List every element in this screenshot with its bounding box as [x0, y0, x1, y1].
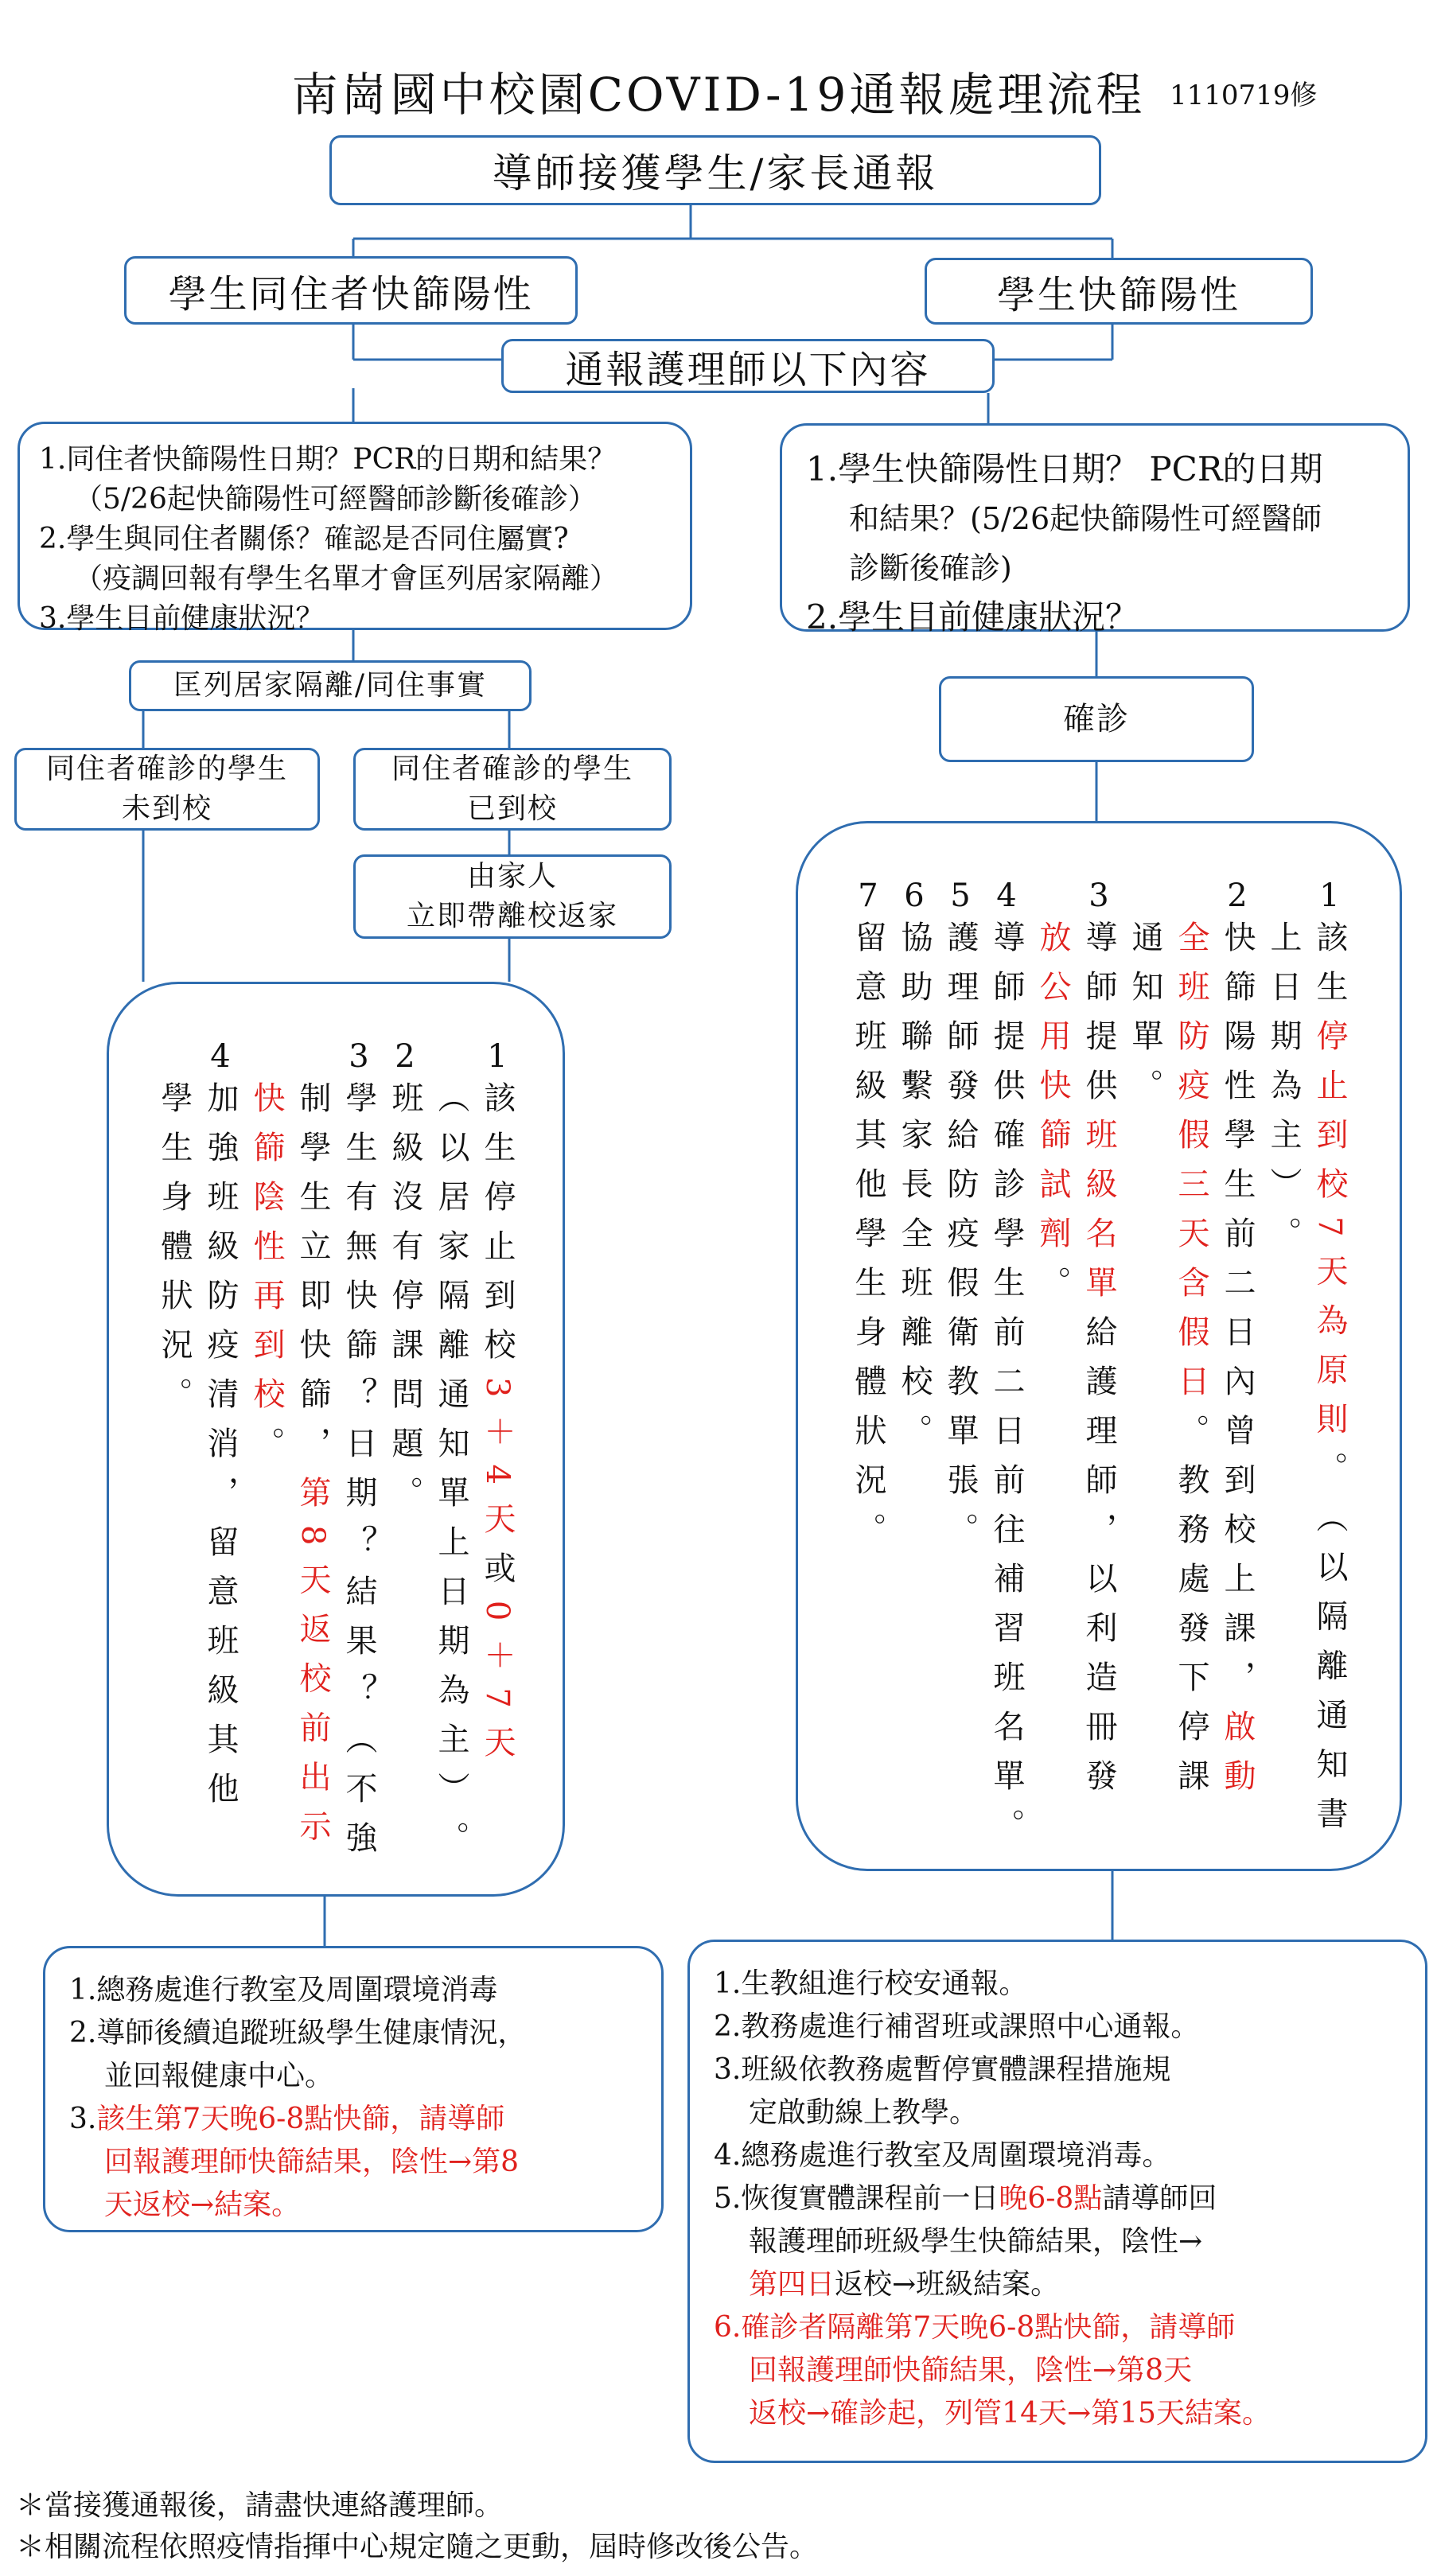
body-text: 快篩陽性學生前二日內曾到校上課，	[1219, 920, 1256, 1710]
list-line	[69, 2098, 637, 2141]
instruction-text	[156, 1081, 193, 1426]
revision-label: 1110719修	[1170, 80, 1318, 111]
item-number: 3	[1088, 877, 1109, 914]
list-line	[714, 2092, 1401, 2134]
instruction-column	[156, 1032, 193, 1894]
question-line: 3.學生目前健康狀況？	[39, 602, 325, 635]
question-line: 1.同住者快篩陽性日期？PCR的日期和結果？	[39, 443, 617, 476]
highlight-text: 快篩陰性再到校	[248, 1081, 285, 1426]
instruction-text	[942, 920, 979, 1562]
body-text: 返校→班級結案。	[835, 2268, 1060, 2301]
instruction-text	[988, 920, 1025, 1858]
highlight-text: 全班防疫假三天含假日	[1173, 920, 1209, 1414]
body-text: 上日期為主︶。	[1265, 920, 1302, 1266]
item-number: 6	[904, 877, 925, 914]
instruction-column	[389, 1032, 421, 1894]
instruction-column	[294, 1032, 331, 1894]
instruction-column	[852, 871, 884, 1869]
body-text: 該生	[1311, 920, 1348, 1019]
body-text: 護理師發給防疫假衛教單張。	[942, 920, 979, 1562]
highlight-text: 天返校→結案。	[104, 2189, 301, 2221]
instruction-text	[1034, 920, 1071, 1315]
quarantine-box: 匡列居家隔離/同住事實	[129, 660, 532, 711]
body-text: 並回報健康中心。	[104, 2060, 334, 2092]
body-text: 2.導師後續追蹤班級學生健康情況，	[69, 2017, 527, 2049]
body-text: 。教務處發下停課	[1173, 1414, 1209, 1808]
body-text: 1.生教組進行校安通報。	[714, 1967, 1028, 2000]
body-text: 5.恢復實體課程前一日	[714, 2182, 999, 2215]
instruction-column	[1265, 871, 1302, 1869]
instruction-text	[343, 1081, 375, 1870]
box-line: 立即帶離校返家	[406, 900, 618, 932]
body-text: 1.總務處進行教室及周圍環境消毒	[69, 1974, 498, 2006]
question-line: 和結果？(5/26起快篩陽性可經醫師	[849, 501, 1322, 536]
family-pickup-box	[353, 854, 672, 939]
instruction-column	[1034, 871, 1071, 1869]
body-text: 協助聯繫家長全班離校。	[896, 920, 933, 1463]
instruction-text	[1265, 920, 1302, 1266]
body-text: ︵以居家隔離通知單上日期為主︶。	[433, 1081, 469, 1870]
body-text: 。	[248, 1426, 285, 1476]
list-line	[714, 2134, 1401, 2177]
instruction-text	[852, 920, 884, 1562]
list-line	[714, 2392, 1401, 2435]
instruction-text	[1083, 920, 1115, 1808]
body-text: 通知單。	[1127, 920, 1163, 1118]
instruction-text	[202, 1081, 239, 1821]
instruction-column	[1311, 871, 1348, 1869]
item-number: 1	[487, 1038, 508, 1075]
teacher-report-box: 導師接獲學生/家長通報	[329, 135, 1101, 205]
instruction-column	[479, 1032, 516, 1894]
footnote: ＊當接獲通報後，請盡快連絡護理師。	[16, 2489, 504, 2522]
instruction-text	[479, 1081, 516, 1775]
item-number: 5	[950, 877, 971, 914]
list-line	[714, 2177, 1401, 2220]
student-positive-box: 學生快篩陽性	[925, 258, 1313, 325]
body-text: 2.教務處進行補習班或課照中心通報。	[714, 2010, 1200, 2043]
instruction-column	[1083, 871, 1115, 1869]
highlight-text: 第8天返校前出示	[294, 1476, 331, 1859]
highlight-text: 3＋4天	[479, 1377, 516, 1551]
confirmed-instructions-card	[796, 821, 1402, 1871]
instruction-text	[1175, 920, 1207, 1808]
instruction-text	[294, 1081, 331, 1859]
instruction-column	[1129, 871, 1161, 1869]
instruction-column	[343, 1032, 375, 1894]
body-text: 3.	[69, 2103, 97, 2135]
body-text: 導師提供	[1081, 920, 1117, 1118]
report-nurse-box: 通報護理師以下內容	[501, 339, 995, 393]
highlight-text: 晚6-8點	[999, 2182, 1103, 2215]
highlight-text: 班級名單	[1081, 1118, 1117, 1315]
cohabitant-instructions-card	[107, 982, 565, 1897]
instruction-column	[942, 871, 979, 1869]
body-text: 學生有無快篩？日期？結果？︵不強	[341, 1081, 377, 1870]
body-text: 加強班級防疫清消，留意班級其他	[202, 1081, 239, 1821]
highlight-text: 放公用快篩試劑	[1034, 920, 1071, 1266]
item-number: 1	[1319, 877, 1340, 914]
highlight-text: 第四日	[749, 2268, 835, 2301]
item-number: 4	[210, 1038, 231, 1075]
highlight-text: 回報護理師快篩結果，陰性→第8	[104, 2146, 520, 2178]
body-text: 3.班級依教務處暫停實體課程措施規	[714, 2053, 1171, 2086]
highlight-text: 停止到校7天為原則	[1311, 1019, 1348, 1452]
not-at-school-box	[14, 748, 320, 831]
box-line: 由家人	[466, 860, 558, 893]
highlight-text: 0＋7天	[479, 1600, 516, 1775]
body-text: 定啟動線上教學。	[749, 2096, 979, 2129]
list-line	[69, 2055, 637, 2098]
box-line: 同住者確診的學生	[45, 753, 288, 785]
list-line	[69, 2012, 637, 2055]
body-text: 學生身體狀況。	[156, 1081, 193, 1426]
body-text: 留意班級其他學生身體狀況。	[850, 920, 886, 1562]
page-title: 南崗國中校園COVID-19通報處理流程	[291, 68, 1146, 122]
instruction-text	[1129, 920, 1161, 1118]
question-line: 2.學生與同住者關係？確認是否同住屬實?	[39, 523, 569, 555]
list-line	[714, 2220, 1401, 2263]
item-number: 2	[395, 1038, 415, 1075]
body-text: 請導師回	[1102, 2182, 1217, 2215]
body-text: 4.總務處進行教室及周圍環境消毒。	[714, 2139, 1171, 2172]
list-line	[714, 2006, 1401, 2049]
list-line	[714, 1963, 1401, 2006]
instruction-column	[435, 1032, 467, 1894]
body-text: 該生停止到校	[479, 1081, 516, 1377]
footnote: ＊相關流程依照疫情指揮中心規定隨之更動，屆時修改後公告。	[16, 2531, 819, 2563]
instruction-column	[988, 871, 1025, 1869]
question-line: （疫調回報有學生名單才會匡列居家隔離）	[74, 562, 619, 595]
body-text: 班級沒有停課問題。	[387, 1081, 423, 1525]
list-line	[714, 2049, 1401, 2092]
cohabitant-positive-box: 學生同住者快篩陽性	[124, 256, 578, 325]
question-line: 2.學生目前健康狀況？	[806, 597, 1139, 636]
body-text: 或	[479, 1551, 516, 1601]
body-text: 。︵以隔離通知書	[1311, 1451, 1348, 1846]
cohabitant-followup-box	[43, 1946, 664, 2232]
student-questions-box	[780, 423, 1410, 636]
box-line: 已到校	[466, 792, 558, 825]
highlight-text: 返校→確診起，列管14天→第15天結案。	[749, 2397, 1271, 2430]
body-text: 報護理師班級學生快篩結果，陰性→	[749, 2225, 1203, 2258]
at-school-box	[353, 748, 672, 831]
instruction-column	[896, 871, 933, 1869]
highlight-text: 6.確診者隔離第7天晚6-8點快篩，請導師	[714, 2311, 1236, 2344]
cohabitant-questions-box	[18, 422, 692, 635]
highlight-text: 回報護理師快篩結果，陰性→第8天	[749, 2354, 1193, 2387]
instruction-text	[248, 1081, 285, 1476]
instruction-column	[1219, 871, 1256, 1869]
question-line: 1.學生快篩陽性日期？ PCR的日期	[806, 449, 1323, 488]
body-text: 制學生立即快篩，	[294, 1081, 331, 1476]
instruction-text	[896, 920, 933, 1463]
question-line: （5/26起快篩陽性可經醫師診斷後確診）	[74, 483, 597, 516]
box-line: 同住者確診的學生	[391, 753, 633, 785]
confirmed-box: 確診	[939, 676, 1254, 762]
list-line	[69, 2141, 637, 2184]
list-line	[714, 2349, 1401, 2392]
item-number: 3	[349, 1038, 369, 1075]
instruction-text	[1311, 920, 1348, 1846]
instruction-column	[202, 1032, 239, 1894]
confirmed-followup-box	[687, 1940, 1427, 2463]
list-line	[69, 1969, 637, 2012]
question-line: 診斷後確診)	[849, 551, 1012, 586]
list-line	[69, 2184, 637, 2227]
list-line	[714, 2263, 1401, 2306]
instruction-column	[1175, 871, 1207, 1869]
instruction-column	[248, 1032, 285, 1894]
body-text: 導師提供確診學生前二日前往補習班名單。	[988, 920, 1025, 1858]
item-number: 4	[996, 877, 1017, 914]
body-text: 。	[1034, 1266, 1071, 1315]
instruction-text	[389, 1081, 421, 1525]
highlight-text: 該生第7天晚6-8點快篩，請導師	[96, 2103, 505, 2135]
instruction-text	[435, 1081, 467, 1870]
body-text: 給護理師，以利造冊發	[1081, 1315, 1117, 1808]
box-line: 未到校	[121, 792, 212, 825]
highlight-text: 啟動	[1219, 1710, 1256, 1808]
item-number: 7	[858, 877, 878, 914]
item-number: 2	[1227, 877, 1248, 914]
list-line	[714, 2306, 1401, 2349]
instruction-text	[1219, 920, 1256, 1808]
